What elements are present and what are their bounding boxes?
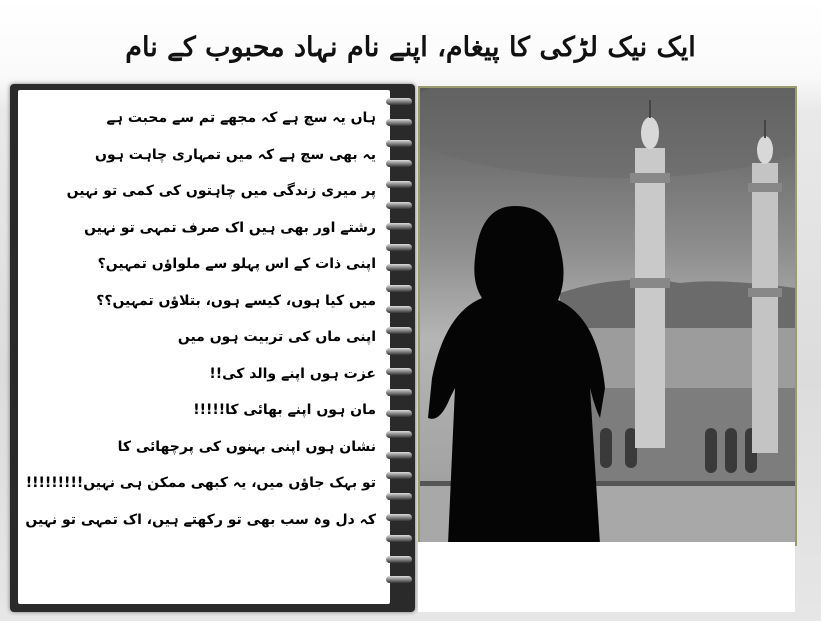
spiral-ring (386, 514, 412, 521)
spiral-ring (386, 556, 412, 563)
mosque-photo (418, 86, 797, 546)
poem-line: اپنی ذات کے اس پہلو سے ملواؤں تمہیں؟ (97, 256, 376, 272)
spiral-ring (386, 535, 412, 542)
poem-line: ہاں یہ سچ ہے کہ مجھے تم سے محبت ہے (106, 110, 376, 126)
spiral-ring (386, 368, 412, 375)
poem-line: اپنی ماں کی تربیت ہوں میں (177, 329, 376, 345)
spiral-ring (386, 410, 412, 417)
spiral-ring (386, 327, 412, 334)
poem (26, 100, 376, 538)
spiral-ring (386, 472, 412, 479)
spiral-ring (386, 493, 412, 500)
spiral-ring (386, 98, 412, 105)
poem-line: پر میری زندگی میں چاہتوں کی کمی تو نہیں (66, 183, 376, 199)
spiral-ring (386, 244, 412, 251)
spiral-ring (386, 202, 412, 209)
poem-line: یہ بھی سچ ہے کہ میں تمہاری چاہت ہوں (95, 146, 376, 163)
woman-silhouette (428, 206, 605, 544)
spiral-notebook (10, 84, 415, 612)
poem-line: تو بہک جاؤں میں، یہ کبھی ممکن ہی نہیں!!!!!!!!! (25, 475, 376, 491)
spiral-rings (386, 98, 416, 598)
poster-title: ایک نیک لڑکی کا پیغام، اپنے نام نہاد محبوب کے نام (125, 32, 696, 63)
spiral-ring (386, 452, 412, 459)
photo-blank-area (418, 542, 795, 612)
notebook-page (18, 90, 390, 604)
minaret (630, 100, 670, 448)
mosque-scene (420, 88, 795, 544)
minaret (748, 120, 782, 453)
poem-line: عزت ہوں اپنے والد کی!! (209, 365, 376, 382)
poem-line: رشتے اور بھی ہیں اک صرف تمہی تو نہیں (84, 219, 376, 236)
spiral-ring (386, 389, 412, 396)
poem-line: نشان ہوں اپنی بہنوں کی پرچھائی کا (117, 438, 376, 455)
spiral-ring (386, 306, 412, 313)
poem-line: میں کیا ہوں، کیسے ہوں، بتلاؤں تمہیں؟؟ (96, 292, 376, 309)
spiral-ring (386, 348, 412, 355)
spiral-ring (386, 140, 412, 147)
spiral-ring (386, 264, 412, 271)
spiral-ring (386, 285, 412, 292)
poem-line: مان ہوں اپنے بھائی کا!!!!! (193, 402, 376, 418)
spiral-ring (386, 119, 412, 126)
poem-line: کہ دل وہ سب بھی تو رکھتے ہیں، اک تمہی تو نہیں (25, 511, 376, 528)
spiral-ring (386, 431, 412, 438)
spiral-ring (386, 223, 412, 230)
spiral-ring (386, 576, 412, 583)
spiral-ring (386, 181, 412, 188)
spiral-ring (386, 160, 412, 167)
